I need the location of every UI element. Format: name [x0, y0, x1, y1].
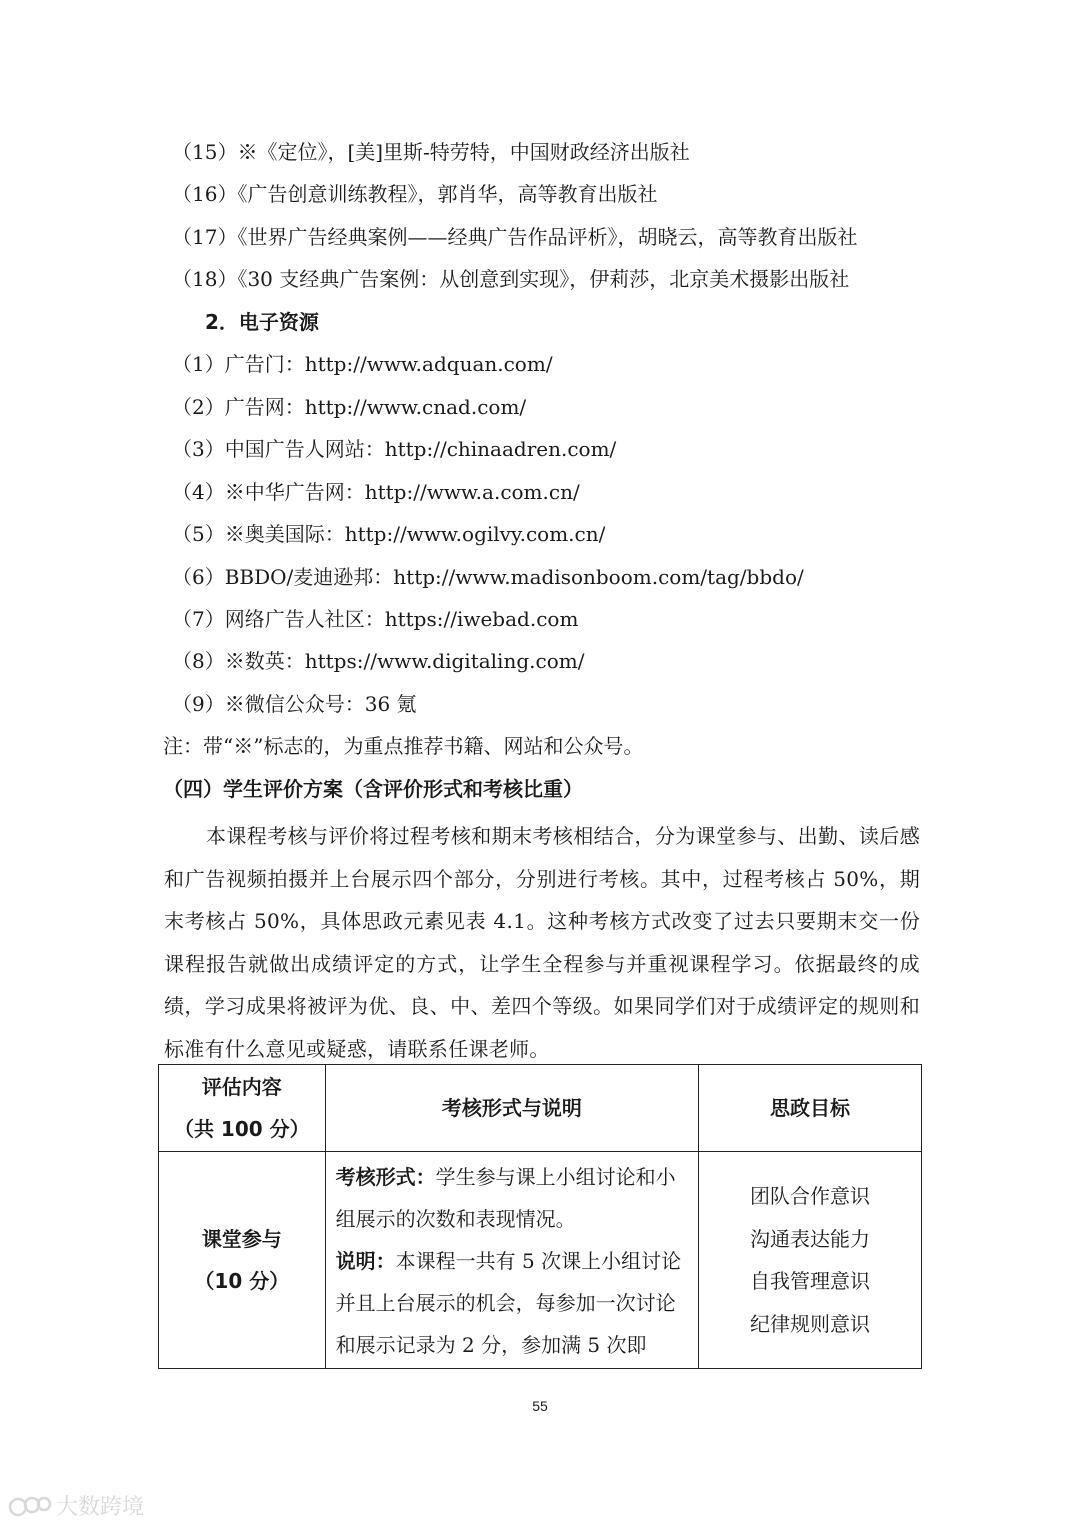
desc-label: 说明：: [335, 1249, 396, 1273]
electronic-resources-heading: 2．电子资源: [205, 310, 319, 334]
row-description: [325, 1152, 698, 1369]
row-goals: [699, 1152, 922, 1369]
page-number: 55: [532, 1398, 548, 1414]
watermark-logo-icon: [8, 1493, 52, 1519]
row-item-name: 课堂参与: [201, 1227, 282, 1251]
assessment-paragraph: 本课程考核与评价将过程考核和期末考核相结合，分为课堂参与、出勤、读后感和广告视频拍摄并上台展示四个部分，分别进行考核。其中，过程考核占 50%，期末考核占 50%，具体思政元素见表 4.1。这种考核方式改变了过去只要期末交一份课程报告就做出成绩评定的方式，让学生全程参与并重视课程学习。依据最终的成绩，学习成果将被评为优、良、中、差四个等级。如果同学们对于成绩评定的规则和标准有什么意见或疑惑，请联系任课老师。: [164, 824, 920, 1061]
table-header-row: [159, 1065, 922, 1152]
electronic-resource-item: （7）网络广告人社区：https://iwebad.com: [172, 607, 579, 631]
reference-item: （15）※《定位》，[美]里斯-特劳特，中国财政经济出版社: [172, 140, 690, 164]
electronic-resource-item: （4）※中华广告网：http://www.a.com.cn/: [172, 480, 580, 504]
electronic-resource-item: （3）中国广告人网站：http://chinaadren.com/: [172, 437, 617, 461]
electronic-resource-item: （1）广告门：http://www.adquan.com/: [172, 352, 553, 376]
evaluation-table: [158, 1064, 922, 1369]
header-evaluation-content: [159, 1065, 326, 1152]
desc-block: [336, 1240, 690, 1366]
desc-text: 本课程一共有 5 次课上小组讨论并且上台展示的机会，每参加一次讨论和展示记录为 2 分，参加满 5 次即: [335, 1249, 682, 1357]
electronic-resource-item: （8）※数英：https://www.digitaling.com/: [172, 649, 585, 673]
recommendation-note: 注：带“※”标志的，为重点推荐书籍、网站和公众号。: [163, 734, 644, 758]
electronic-resource-item: （6）BBDO/麦迪逊邦：http://www.madisonboom.com/tag/bbdo/: [172, 565, 804, 589]
electronic-resource-item: （2）广告网：http://www.cnad.com/: [172, 395, 527, 419]
electronic-resource-item: （5）※奥美国际：http://www.ogilvy.com.cn/: [172, 522, 606, 546]
watermark-text: 大数跨境: [56, 1495, 145, 1520]
form-text: 学生参与课上小组讨论和小组展示的次数和表现情况。: [335, 1165, 676, 1231]
row-item-score: （10 分）: [194, 1269, 290, 1293]
reference-item: （17）《世界广告经典案例——经典广告作品评析》，胡晓云，高等教育出版社: [172, 225, 858, 249]
header-col1-line2: （共 100 分）: [173, 1117, 310, 1141]
row-item: [159, 1152, 326, 1369]
header-ideological-goals: 思政目标: [699, 1065, 922, 1152]
electronic-resource-item: （9）※微信公众号：36 氪: [172, 692, 417, 716]
form-block: [336, 1156, 690, 1240]
header-col1-line1: 评估内容: [201, 1075, 282, 1099]
reference-item: （16）《广告创意训练教程》，郭肖华，高等教育出版社: [172, 182, 658, 206]
reference-item: （18）《30 支经典广告案例：从创意到实现》，伊莉莎，北京美术摄影出版社: [172, 267, 850, 291]
goal-item: 纪律规则意识: [750, 1311, 871, 1336]
form-label: 考核形式：: [335, 1165, 436, 1189]
section-heading: （四）学生评价方案（含评价形式和考核比重）: [163, 777, 583, 801]
table-row: [159, 1152, 922, 1369]
goal-item: 团队合作意识: [750, 1184, 871, 1208]
goal-item: 自我管理意识: [750, 1269, 871, 1293]
goal-item: 沟通表达能力: [750, 1226, 871, 1251]
header-form-description: 考核形式与说明: [325, 1065, 698, 1152]
watermark: [8, 1490, 144, 1521]
